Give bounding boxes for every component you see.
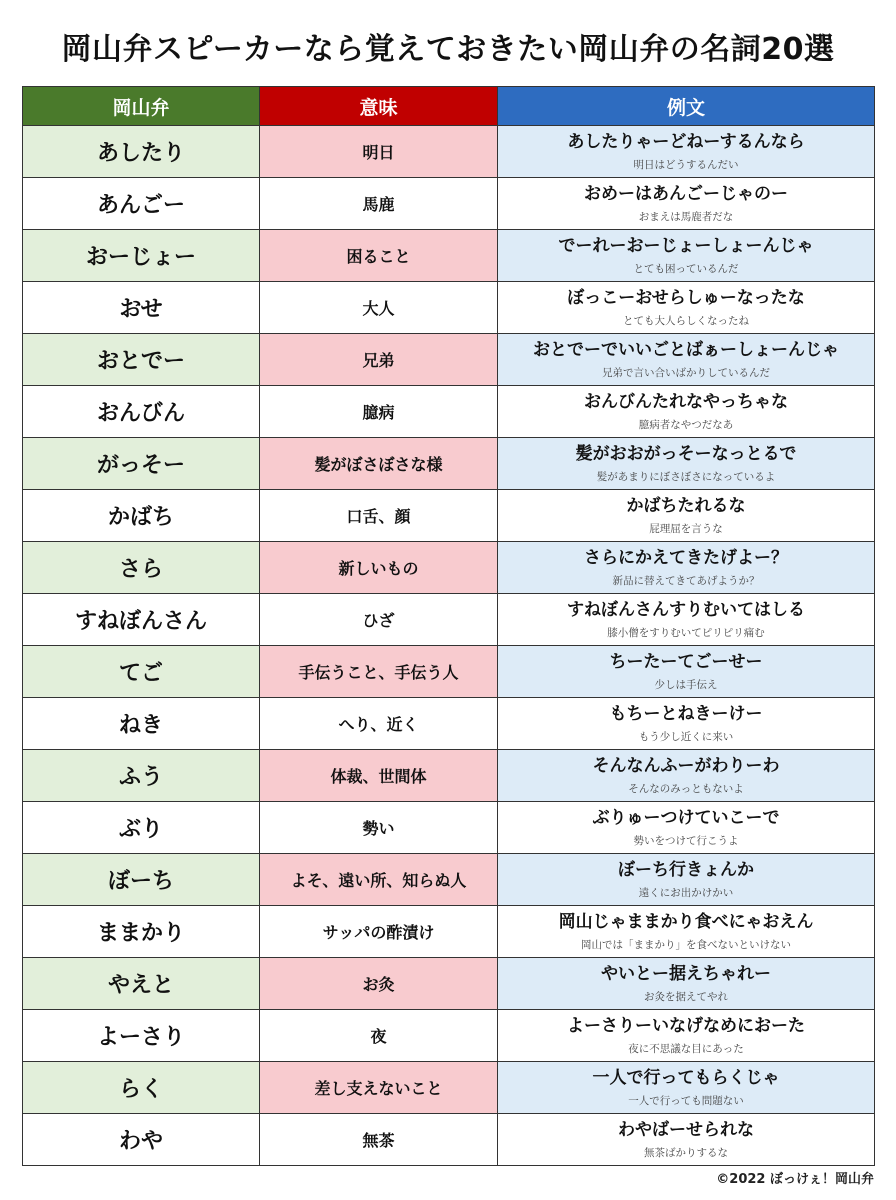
dialect-word: すねぼんさん bbox=[23, 594, 260, 646]
table-row bbox=[23, 490, 875, 542]
example-sentence: ぼーち行きょんか bbox=[618, 859, 754, 880]
example-cell bbox=[498, 698, 875, 750]
example-cell bbox=[498, 230, 875, 282]
word-meaning: 大人 bbox=[260, 282, 498, 334]
word-meaning: 困ること bbox=[260, 230, 498, 282]
example-sentence: かばちたれるな bbox=[626, 495, 746, 516]
dialect-word: おんびん bbox=[23, 386, 260, 438]
example-sentence: 髪がおおがっそーなっとるで bbox=[575, 443, 797, 464]
example-sentence: わやばーせられな bbox=[618, 1119, 754, 1140]
table-row bbox=[23, 126, 875, 178]
example-sentence: そんなんふーがわりーわ bbox=[592, 755, 780, 776]
table-row bbox=[23, 334, 875, 386]
example-cell bbox=[498, 386, 875, 438]
example-translation: 遠くにお出かけかい bbox=[638, 887, 734, 900]
dialect-word: ぼーち bbox=[23, 854, 260, 906]
table-row bbox=[23, 958, 875, 1010]
example-cell bbox=[498, 542, 875, 594]
dialect-word: かばち bbox=[23, 490, 260, 542]
example-translation: 一人で行っても問題ない bbox=[628, 1095, 744, 1108]
example-translation: 臆病者なやつだなあ bbox=[638, 419, 734, 432]
page-title: 岡山弁スピーカーなら覚えておきたい岡山弁の名詞20選 bbox=[61, 32, 835, 67]
header-dialect: 岡山弁 bbox=[23, 87, 260, 126]
dialect-word: わや bbox=[23, 1114, 260, 1166]
dialect-word: さら bbox=[23, 542, 260, 594]
example-cell bbox=[498, 126, 875, 178]
example-translation: もう少し近くに来い bbox=[638, 731, 734, 744]
example-cell bbox=[498, 1010, 875, 1062]
dialect-word: ねき bbox=[23, 698, 260, 750]
word-meaning: 明日 bbox=[260, 126, 498, 178]
word-meaning: 夜 bbox=[260, 1010, 498, 1062]
example-cell bbox=[498, 490, 875, 542]
header-meaning: 意味 bbox=[260, 87, 498, 126]
dialect-word: おとでー bbox=[23, 334, 260, 386]
example-sentence: おとでーでいいごとばぁーしょーんじゃ bbox=[533, 339, 839, 360]
example-sentence: よーさりーいなげなめにおーた bbox=[567, 1015, 805, 1036]
dialect-word: おーじょー bbox=[23, 230, 260, 282]
example-cell bbox=[498, 334, 875, 386]
table-row bbox=[23, 854, 875, 906]
example-cell bbox=[498, 282, 875, 334]
example-sentence: でーれーおーじょーしょーんじゃ bbox=[558, 235, 814, 256]
example-translation: 屁理屈を言うな bbox=[649, 523, 723, 536]
word-meaning: へり、近く bbox=[260, 698, 498, 750]
example-cell bbox=[498, 958, 875, 1010]
example-sentence: 岡山じゃままかり食べにゃおえん bbox=[558, 911, 814, 932]
word-meaning: 無茶 bbox=[260, 1114, 498, 1166]
table-row bbox=[23, 438, 875, 490]
word-meaning: お灸 bbox=[260, 958, 498, 1010]
table-row bbox=[23, 698, 875, 750]
example-translation: 膝小僧をすりむいてピリピリ痛む bbox=[607, 627, 765, 640]
example-sentence: すねぼんさんすりむいてはしる bbox=[567, 599, 805, 620]
table-row bbox=[23, 1010, 875, 1062]
header-example: 例文 bbox=[498, 87, 875, 126]
example-sentence: あしたりゃーどねーするんなら bbox=[567, 131, 805, 152]
dialect-word: ふう bbox=[23, 750, 260, 802]
table-row bbox=[23, 230, 875, 282]
word-meaning: 臆病 bbox=[260, 386, 498, 438]
example-sentence: ぶりゅーつけていこーで bbox=[592, 807, 780, 828]
word-meaning: 新しいもの bbox=[260, 542, 498, 594]
dialect-word: てご bbox=[23, 646, 260, 698]
example-translation: 岡山では「ままかり」を食べないといけない bbox=[581, 939, 791, 952]
dialect-word: あんごー bbox=[23, 178, 260, 230]
nouns-table bbox=[22, 86, 875, 1166]
table-row bbox=[23, 906, 875, 958]
example-cell bbox=[498, 906, 875, 958]
example-cell bbox=[498, 646, 875, 698]
example-sentence: ちーたーてごーせー bbox=[609, 651, 763, 672]
dialect-word: ぶり bbox=[23, 802, 260, 854]
example-translation: お灸を据えてやれ bbox=[644, 991, 728, 1004]
example-cell bbox=[498, 1114, 875, 1166]
table-row bbox=[23, 802, 875, 854]
table-header-row bbox=[23, 87, 875, 126]
word-meaning: 髪がぼさぼさな様 bbox=[260, 438, 498, 490]
copyright-notice: ©2022 ぼっけぇ！岡山弁 bbox=[716, 1172, 874, 1187]
table-row bbox=[23, 646, 875, 698]
example-translation: 無茶ばかりするな bbox=[644, 1147, 728, 1160]
example-translation: とても大人らしくなったね bbox=[623, 315, 749, 328]
example-translation: おまえは馬鹿者だな bbox=[638, 211, 734, 224]
example-sentence: ぼっこーおせらしゅーなったな bbox=[567, 287, 805, 308]
table-row bbox=[23, 386, 875, 438]
table-row bbox=[23, 1062, 875, 1114]
example-translation: 新品に替えてきてあげようか？ bbox=[612, 575, 760, 588]
example-sentence: おめーはあんごーじゃのー bbox=[584, 183, 788, 204]
example-cell bbox=[498, 594, 875, 646]
table-row bbox=[23, 750, 875, 802]
table-row bbox=[23, 542, 875, 594]
example-translation: 兄弟で言い合いばかりしているんだ bbox=[602, 367, 770, 380]
example-translation: そんなのみっともないよ bbox=[628, 783, 744, 796]
word-meaning: 兄弟 bbox=[260, 334, 498, 386]
example-sentence: さらにかえてきたげよー？ bbox=[584, 547, 788, 568]
word-meaning: 差し支えないこと bbox=[260, 1062, 498, 1114]
example-cell bbox=[498, 1062, 875, 1114]
table-row bbox=[23, 1114, 875, 1166]
word-meaning: 体裁、世間体 bbox=[260, 750, 498, 802]
example-translation: 髪があまりにぼさぼさになっているよ bbox=[596, 471, 776, 484]
dialect-word: おせ bbox=[23, 282, 260, 334]
example-translation: 明日はどうするんだい bbox=[633, 159, 739, 172]
example-cell bbox=[498, 750, 875, 802]
word-meaning: 馬鹿 bbox=[260, 178, 498, 230]
example-translation: 勢いをつけて行こうよ bbox=[633, 835, 739, 848]
example-sentence: やいとー据えちゃれー bbox=[601, 963, 771, 984]
example-cell bbox=[498, 854, 875, 906]
example-sentence: 一人で行ってもらくじゃ bbox=[592, 1067, 780, 1088]
word-meaning: 手伝うこと、手伝う人 bbox=[260, 646, 498, 698]
table-row bbox=[23, 178, 875, 230]
word-meaning: よそ、遠い所、知らぬ人 bbox=[260, 854, 498, 906]
dialect-word: あしたり bbox=[23, 126, 260, 178]
dialect-word: ままかり bbox=[23, 906, 260, 958]
word-meaning: 勢い bbox=[260, 802, 498, 854]
dialect-word: がっそー bbox=[23, 438, 260, 490]
example-sentence: もちーとねきーけー bbox=[609, 703, 763, 724]
example-translation: 少しは手伝え bbox=[654, 679, 718, 692]
dialect-word: やえと bbox=[23, 958, 260, 1010]
example-sentence: おんびんたれなやっちゃな bbox=[584, 391, 788, 412]
example-cell bbox=[498, 438, 875, 490]
word-meaning: サッパの酢漬け bbox=[260, 906, 498, 958]
example-translation: 夜に不思議な目にあった bbox=[628, 1043, 744, 1056]
word-meaning: 口舌、顔 bbox=[260, 490, 498, 542]
table-row bbox=[23, 594, 875, 646]
word-meaning: ひざ bbox=[260, 594, 498, 646]
table-row bbox=[23, 282, 875, 334]
example-translation: とても困っているんだ bbox=[633, 263, 739, 276]
example-cell bbox=[498, 178, 875, 230]
dialect-word: よーさり bbox=[23, 1010, 260, 1062]
dialect-word: らく bbox=[23, 1062, 260, 1114]
example-cell bbox=[498, 802, 875, 854]
